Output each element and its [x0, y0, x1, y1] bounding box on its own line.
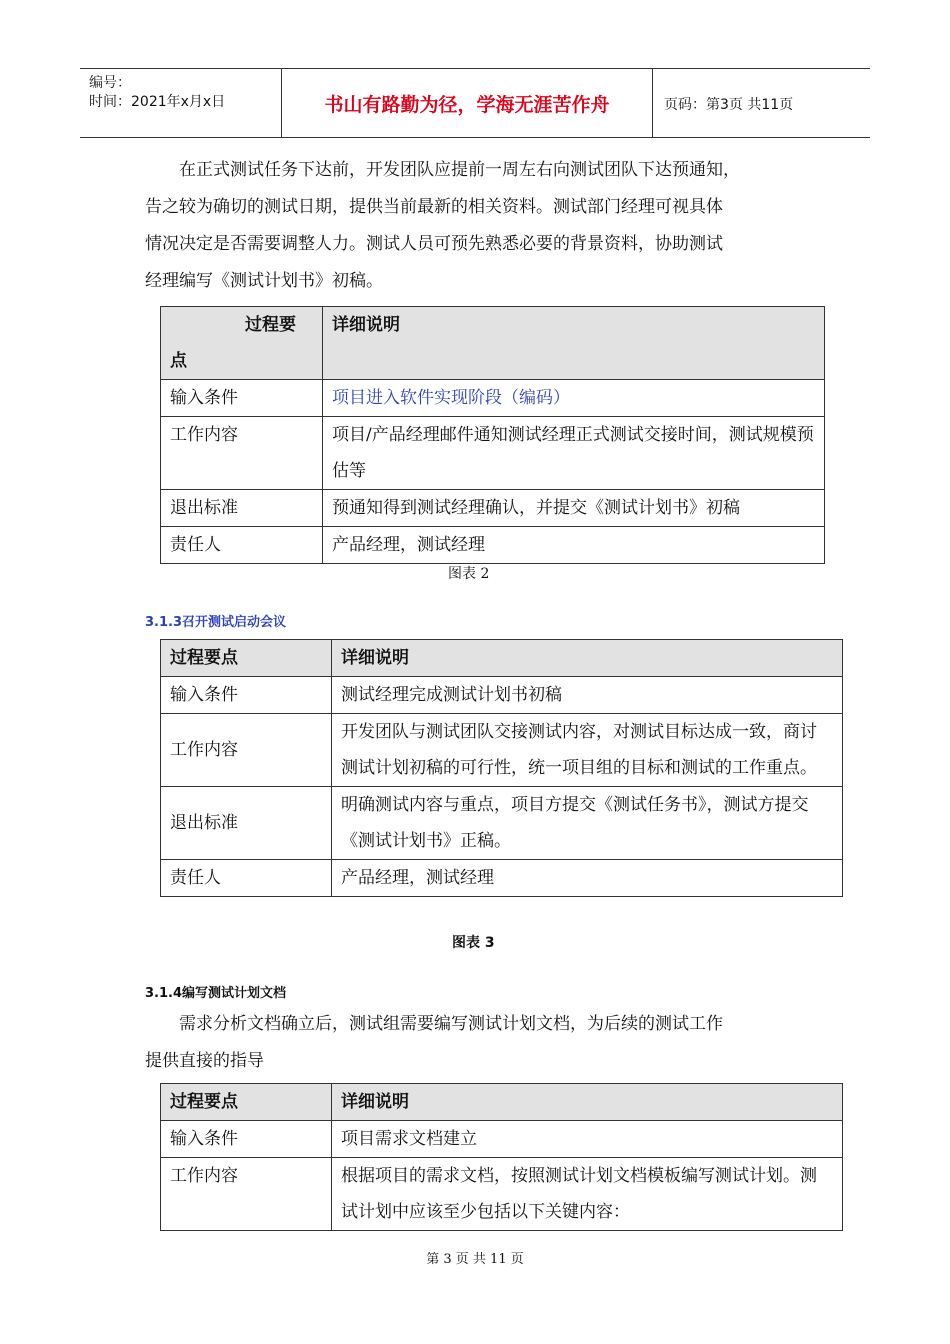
- time-label: 时间：2021年x月x日: [89, 94, 226, 110]
- intro-line: 在正式测试任务下达前，开发团队应提前一周左右向测试团队下达预通知，: [179, 160, 740, 180]
- row-detail: 项目/产品经理邮件通知测试经理正式测试交接时间，测试规模预估等: [323, 417, 825, 490]
- row-detail: 产品经理，测试经理: [323, 527, 825, 564]
- table-header-cell: 详细说明: [332, 640, 843, 677]
- row-label: 输入条件: [161, 380, 323, 417]
- table-row: [161, 1158, 843, 1231]
- row-label: 责任人: [161, 527, 323, 564]
- section-line: 需求分析文档确立后，测试组需要编写测试计划文档，为后续的测试工作: [179, 1014, 723, 1034]
- row-label: 输入条件: [161, 677, 332, 714]
- row-detail: 根据项目的需求文档，按照测试计划文档模板编写测试计划。测试计划中应该至少包括以下关键内容：: [332, 1158, 843, 1231]
- table-process-3: [160, 1083, 843, 1231]
- header-cell-line: 过程要: [245, 315, 296, 335]
- row-label: 输入条件: [161, 1121, 332, 1158]
- table-header-cell: 过程要点: [161, 1084, 332, 1121]
- table-header-cell: 详细说明: [332, 1084, 843, 1121]
- table-header-row: [161, 1084, 843, 1121]
- table-header-cell: [161, 307, 323, 380]
- row-detail: 测试经理完成测试计划书初稿: [332, 677, 843, 714]
- section-heading: 3.1.3召开测试启动会议: [145, 615, 287, 630]
- intro-line: 告之较为确切的测试日期，提供当前最新的相关资料。测试部门经理可视具体: [145, 197, 723, 217]
- header-motto: 书山有路勤为径，学海无涯苦作舟: [282, 69, 653, 137]
- row-label: 责任人: [161, 860, 332, 897]
- page-footer: 第 3 页 共 11 页: [426, 1252, 524, 1267]
- table-row: [161, 490, 825, 527]
- intro-paragraph: [145, 152, 817, 300]
- intro-line: 情况决定是否需要调整人力。测试人员可预先熟悉必要的背景资料，协助测试: [145, 234, 723, 254]
- header-meta: [80, 69, 282, 137]
- table-row: [161, 527, 825, 564]
- table-header-row: [161, 640, 843, 677]
- row-detail: 项目需求文档建立: [332, 1121, 843, 1158]
- table-row: [161, 677, 843, 714]
- row-label: 工作内容: [161, 714, 332, 787]
- page-header: [80, 68, 870, 138]
- table-row: [161, 860, 843, 897]
- number-label: 编号：: [89, 75, 131, 91]
- table-process-1: [160, 306, 825, 564]
- row-label: 工作内容: [161, 417, 323, 490]
- table-header-row: [161, 307, 825, 380]
- table-row: [161, 417, 825, 490]
- table-row: [161, 1121, 843, 1158]
- row-detail: 预通知得到测试经理确认，并提交《测试计划书》初稿: [323, 490, 825, 527]
- row-label: 退出标准: [161, 490, 323, 527]
- table-caption: 图表 3: [452, 935, 495, 951]
- table-header-cell: 详细说明: [323, 307, 825, 380]
- row-label: 工作内容: [161, 1158, 332, 1231]
- section-heading: 3.1.4编写测试计划文档: [145, 986, 287, 1001]
- row-detail: 开发团队与测试团队交接测试内容，对测试目标达成一致，商讨测试计划初稿的可行性，统一项目组的目标和测试的工作重点。: [332, 714, 843, 787]
- header-cell-line: 点: [170, 351, 187, 371]
- intro-line: 经理编写《测试计划书》初稿。: [145, 271, 383, 291]
- table-row: [161, 787, 843, 860]
- row-detail: 项目进入软件实现阶段（编码）: [323, 380, 825, 417]
- table-caption: 图表 2: [448, 566, 490, 582]
- row-detail: 明确测试内容与重点，项目方提交《测试任务书》，测试方提交《测试计划书》正稿。: [332, 787, 843, 860]
- row-detail: 产品经理，测试经理: [332, 860, 843, 897]
- table-row: [161, 714, 843, 787]
- row-label: 退出标准: [161, 787, 332, 860]
- table-header-cell: 过程要点: [161, 640, 332, 677]
- table-row: [161, 380, 825, 417]
- section-line: 提供直接的指导: [145, 1051, 264, 1071]
- table-process-2: [160, 639, 843, 897]
- header-page-label: 页码：第3页 共11页: [664, 97, 794, 113]
- section-paragraph: [145, 1006, 817, 1080]
